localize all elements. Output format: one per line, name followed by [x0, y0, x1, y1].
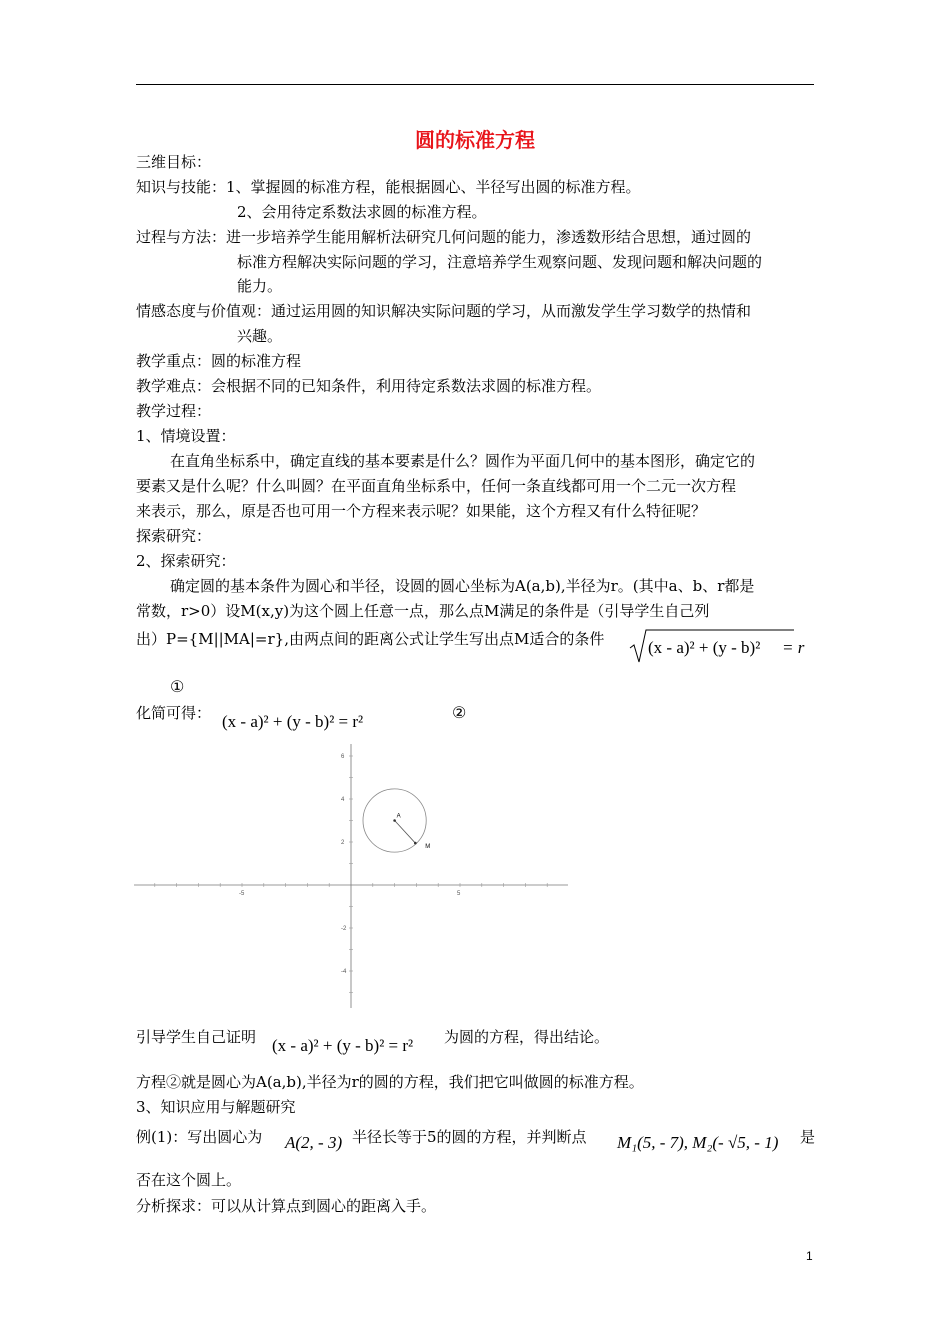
text-line: 分析探求：可以从计算点到圆心的距离入手。 [136, 1197, 437, 1215]
coordinate-graph [134, 744, 574, 1010]
circle-number-1: ① [170, 677, 185, 696]
text-line: 确定圆的基本条件为圆心和半径，设圆的圆心坐标为A(a,b),半径为r。(其中a、b、r都是 [170, 577, 755, 595]
text-line: 教学重点：圆的标准方程 [136, 352, 302, 370]
text-line: 为圆的方程，得出结论。 [444, 1028, 610, 1046]
y-tick-label: 4 [341, 797, 345, 803]
circle-number-2: ② [452, 703, 467, 722]
center-label: A [396, 813, 401, 820]
text-line: 探索研究： [136, 527, 212, 545]
text-line: 兴趣。 [237, 327, 283, 345]
formula-eq-r: = r [782, 638, 805, 657]
x-tick-label: 5 [457, 891, 461, 897]
text-line: 出）P={M||MA|=r},由两点间的距离公式让学生写出点M适合的条件 [136, 630, 605, 648]
y-tick-label: 2 [341, 840, 345, 846]
text-line: 在直角坐标系中，确定直线的基本要素是什么？圆作为平面几何中的基本图形，确定它的 [170, 452, 756, 470]
formula-standard: (x - a)² + (y - b)² = r² [222, 712, 364, 731]
text-line: 引导学生自己证明 [136, 1028, 257, 1046]
page-title: 圆的标准方程 [415, 128, 535, 152]
text-line: 例(1)：写出圆心为 [136, 1128, 263, 1146]
text-line: 常数，r>0）设M(x,y)为这个圆上任意一点，那么点M满足的条件是（引导学生自己列 [136, 602, 710, 620]
header-rule [136, 84, 814, 85]
text-line: 要素又是什么呢？什么叫圆？在平面直角坐标系中，任何一条直线都可用一个二元一次方程 [136, 477, 737, 495]
text-line: 半径长等于5的圆的方程，并判断点 [352, 1128, 587, 1146]
point-m-label: M [425, 844, 431, 851]
text-line: 能力。 [237, 277, 283, 295]
formula-points: M₁(5, - 7), M₂(- √5, - 1) [617, 1133, 779, 1152]
text-line: 否在这个圆上。 [136, 1171, 242, 1189]
y-tick-label: -4 [341, 969, 347, 975]
text-line: 知识与技能：1、掌握圆的标准方程，能根据圆心、半径写出圆的标准方程。 [136, 178, 641, 196]
point-m [414, 842, 417, 845]
text-line: 1、情境设置： [136, 427, 236, 445]
page-number: 1 [806, 1249, 813, 1263]
text-line: 过程与方法：进一步培养学生能用解析法研究几何问题的能力，渗透数形结合思想，通过圆的 [136, 228, 752, 246]
text-line: 方程②就是圆心为A(a,b),半径为r的圆的方程，我们把它叫做圆的标准方程。 [136, 1073, 644, 1091]
text-line: 情感态度与价值观：通过运用圆的知识解决实际问题的学习，从而激发学生学习数学的热情和 [136, 302, 752, 320]
text-line: 标准方程解决实际问题的学习，注意培养学生观察问题、发现问题和解决问题的 [237, 253, 763, 271]
text-line: 三维目标： [136, 153, 212, 171]
radius-segment [395, 821, 416, 844]
text-line: 2、会用待定系数法求圆的标准方程。 [237, 203, 487, 221]
text-line: 2、探索研究： [136, 552, 236, 570]
text-line: 来表示，那么，原是否也可用一个方程来表示呢？如果能，这个方程又有什么特征呢？ [136, 502, 707, 520]
text-line: 化简可得： [136, 704, 212, 722]
formula-standard-2: (x - a)² + (y - b)² = r² [272, 1036, 414, 1055]
y-tick-label: 6 [341, 754, 345, 760]
text-line: 是 [800, 1128, 816, 1146]
text-line: 教学过程： [136, 402, 212, 420]
y-tick-label: -2 [341, 926, 347, 932]
text-line: 3、知识应用与解题研究 [136, 1098, 296, 1116]
formula-sqrt-body: (x - a)² + (y - b)² [648, 638, 761, 657]
text-line: 教学难点：会根据不同的已知条件，利用待定系数法求圆的标准方程。 [136, 377, 602, 395]
center-point [393, 819, 396, 822]
x-tick-label: -5 [239, 891, 245, 897]
formula-center: A(2, - 3) [285, 1133, 343, 1152]
